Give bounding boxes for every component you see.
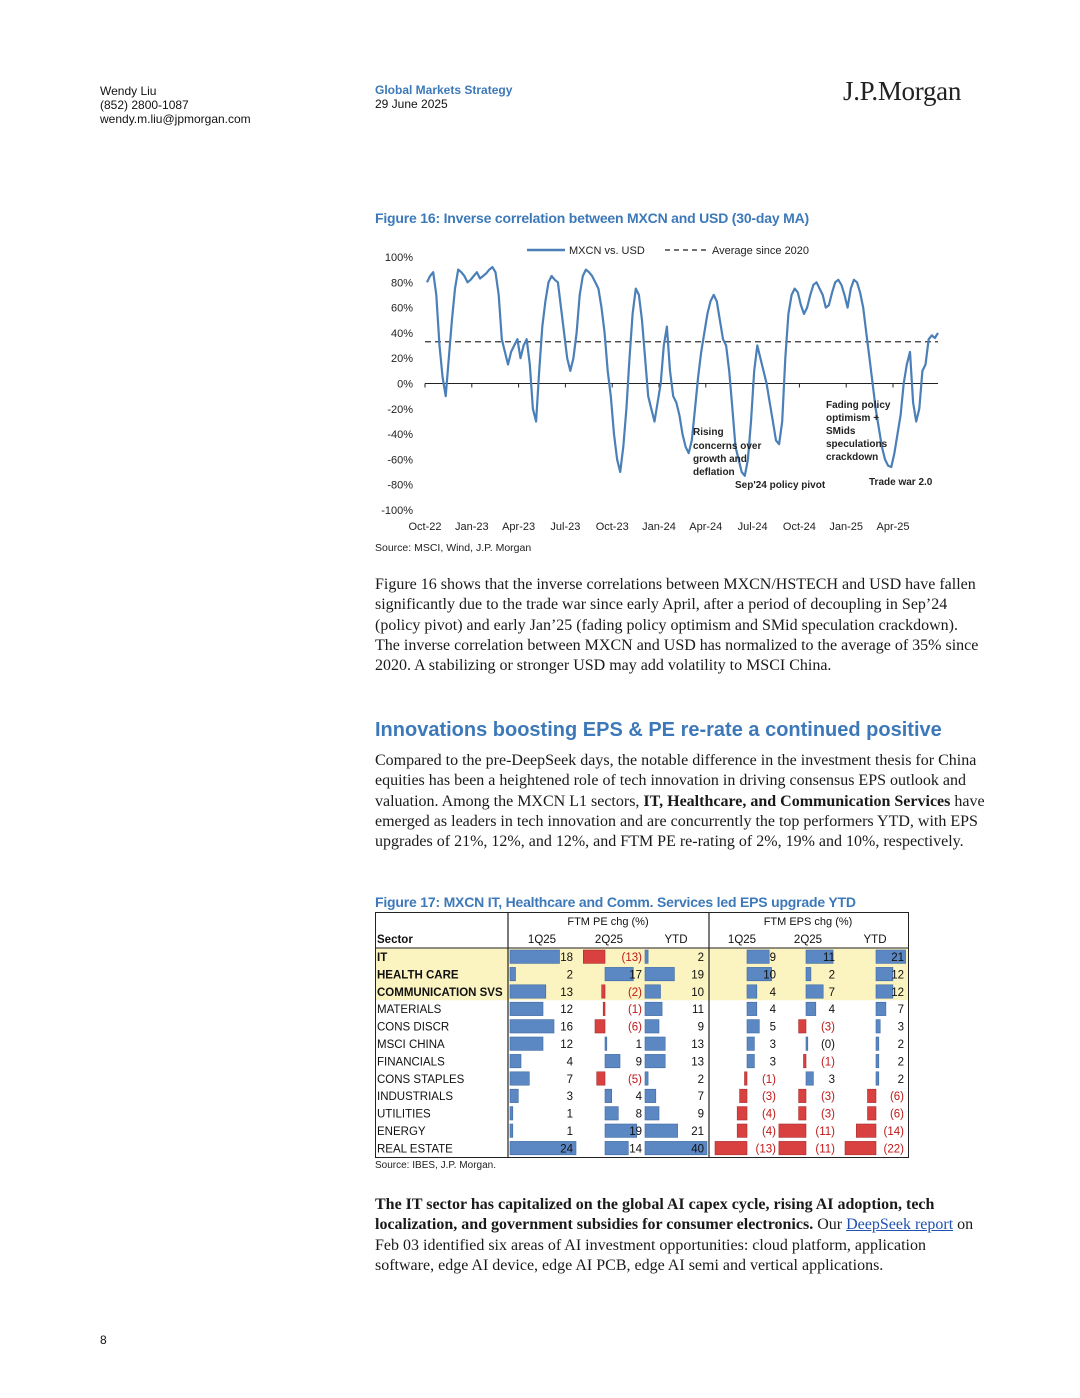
cell-value: (6) [889,1091,904,1104]
sector-label: MSCI CHINA [377,1039,445,1051]
data-bar [868,1089,877,1102]
table-row [377,1020,904,1034]
cell-value: 21 [891,952,904,964]
cell-value: 9 [769,952,776,964]
department-label: Global Markets Strategy [375,83,513,97]
data-bar [876,1002,886,1015]
cell-value: 17 [629,969,642,982]
cell-value: (3) [761,1091,776,1104]
data-bar [645,950,648,963]
data-bar [876,1037,879,1050]
data-bar [747,1002,757,1015]
table-row [377,1141,904,1155]
cell-value: 11 [823,952,835,964]
cell-value: 2 [897,1039,904,1051]
cell-value: (13) [755,1143,776,1156]
figure16-line-chart [375,232,945,537]
x-tick-label: Apr-25 [876,521,910,533]
sector-label: HEALTH CARE [377,969,459,982]
col-header-1q25: 1Q25 [727,934,757,946]
cell-value: 16 [560,1021,573,1034]
cell-value: 9 [635,1056,642,1069]
data-bar [605,1037,607,1050]
table-row [377,1002,904,1016]
data-bar [737,1107,747,1120]
cell-value: 4 [828,1004,835,1017]
author-name: Wendy Liu [100,84,157,98]
author-email: wendy.m.liu@jpmorgan.com [100,112,251,126]
sector-label: MATERIALS [377,1004,442,1017]
data-bar [510,1020,554,1033]
table-row [377,1037,904,1051]
x-tick-label: Jul-24 [737,521,768,533]
jpmorgan-logo: J.P.Morgan [843,76,962,106]
cell-value: 1 [566,1126,573,1138]
cell-value: 19 [691,969,704,982]
data-bar [605,1141,628,1154]
table-row [377,1089,904,1103]
cell-value: 14 [629,1143,642,1156]
x-tick-label: Jan-23 [454,521,489,533]
x-tick-label: Apr-24 [689,521,723,533]
data-bar [747,1020,759,1033]
data-bar [510,1124,513,1137]
cell-value: 24 [560,1143,573,1156]
cell-value: (3) [820,1108,835,1121]
figure16-paragraph: Figure 16 shows that the inverse correlations between MXCN/HSTECH and USD have fallen significantly due to the trade war since early April, after a period of decoupling in Sep’24 (policy pivot) and early Jan’25 (fading policy optimism and SMid speculation crackdown). The inverse correlation between MXCN and USD has normalized to the average of 35% since 2020. A stabilizing or stronger USD may add volatility to MSCI China. [375,576,979,675]
x-tick-label: Apr-23 [502,521,536,533]
table-row [377,1054,904,1068]
data-bar [597,1072,605,1085]
cell-value: 7 [566,1073,573,1086]
y-tick-label: -40% [387,429,413,442]
col-header-sector: Sector [377,934,413,946]
cell-value: 13 [691,1039,704,1051]
sector-label: INDUSTRIALS [377,1091,454,1104]
data-bar [747,985,757,998]
data-bar [799,1107,806,1120]
data-bar [510,1054,521,1067]
cell-value: 7 [697,1091,704,1104]
data-bar [605,1054,620,1067]
y-tick-label: 40% [390,327,413,340]
data-bar [856,1124,876,1137]
data-bar [806,1037,808,1050]
y-tick-label: 20% [390,353,413,366]
figure17-source: Source: IBES, J.P. Morgan. [375,1160,496,1171]
data-bar [715,1141,747,1154]
data-bar [645,1107,659,1120]
y-tick-label: 0% [397,378,413,391]
y-tick-label: -80% [387,479,413,492]
author-phone: (852) 2800-1087 [100,98,189,112]
cell-value: 13 [691,1056,704,1069]
data-bar [804,1054,807,1067]
cell-value: (4) [761,1108,776,1121]
group-label-eps: FTM EPS chg (%) [763,916,853,928]
legend-label-mxcn: MXCN vs. USD [569,245,645,257]
cell-value: (11) [815,1126,835,1138]
data-bar [510,985,546,998]
cell-value: 4 [769,1004,776,1017]
cell-value: 3 [897,1021,904,1034]
annotation-tradewar: Trade war 2.0 [869,477,933,488]
cell-value: 8 [635,1108,642,1121]
data-bar [779,1141,806,1154]
data-bar [876,1054,879,1067]
data-bar [806,967,811,980]
cell-value: 10 [763,969,776,982]
cell-value: 3 [566,1091,573,1104]
y-tick-label: -60% [387,454,413,467]
cell-value: 7 [897,1004,904,1017]
cell-value: 7 [828,986,835,999]
data-bar [645,967,674,980]
data-bar [645,985,661,998]
data-bar [806,1072,813,1085]
col-header-2q25: 2Q25 [793,934,823,946]
cell-value: 18 [560,952,573,964]
data-bar [510,1037,543,1050]
cell-value: 2 [566,969,573,982]
x-tick-label: Oct-24 [782,521,816,533]
report-date: 29 June 2025 [375,97,448,111]
section-bold-sectors: IT, Healthcare, and Communication Services [643,792,951,810]
cell-value: 4 [566,1056,573,1069]
section-paragraph: Compared to the pre-DeepSeek days, the notable difference in the investment thesis for China equities has been a heightened role of tech innovation in driving consensus EPS outlook and valuation. Among the MXCN L1 sectors, IT, Healthcare, and Communication Services have emerged as leaders in tech innovation and are concurrently the top performers YTD, with EPS upgrades of 21%, 12%, and 12%, and FTM PE re-rating of 2%, 19% and 10%, respectively. [375,752,985,851]
sector-label: FINANCIALS [377,1056,445,1069]
cell-value: (22) [883,1143,904,1156]
cell-value: 2 [897,1056,904,1069]
data-bar [799,1020,806,1033]
data-bar [510,1089,518,1102]
y-tick-label: -20% [387,403,413,416]
figure16-source: Source: MSCI, Wind, J.P. Morgan [375,542,532,554]
table-row [377,1124,904,1138]
data-bar [595,1020,605,1033]
cell-value: 1 [566,1108,573,1121]
cell-value: (5) [627,1073,642,1086]
cell-value: 5 [769,1021,776,1034]
figure17-table [375,912,912,1160]
data-bar [510,1002,543,1015]
data-bar [645,1089,656,1102]
cell-value: 2 [828,969,835,982]
report-meta [375,83,512,111]
cell-value: 11 [692,1004,704,1017]
data-bar [605,1089,612,1102]
data-bar [737,1124,747,1137]
cell-value: 21 [691,1126,704,1138]
col-header-ytd: YTD [863,934,887,946]
cell-value: (6) [627,1021,642,1034]
cell-value: 19 [629,1126,642,1138]
cell-value: (11) [815,1143,835,1156]
data-bar [645,1124,678,1137]
figure16-title: Figure 16: Inverse correlation between MXCN and USD (30-day MA) [375,210,809,226]
cell-value: 4 [635,1091,642,1104]
cell-value: (1) [627,1004,642,1017]
cell-value: (4) [761,1126,776,1138]
cell-value: 9 [697,1021,704,1034]
table-row [377,1072,904,1086]
sector-label: COMMUNICATION SVS [377,986,503,999]
cell-value: 12 [891,986,904,999]
data-bar [602,985,605,998]
sector-label: IT [377,952,388,964]
cell-value: (6) [889,1108,904,1121]
col-header-1q25: 1Q25 [527,934,557,946]
data-bar [510,1107,513,1120]
annotation-rising: Rising concerns over growth and deflation [693,427,762,478]
y-tick-label: -100% [381,505,413,517]
data-bar [806,985,823,998]
data-bar [510,950,560,963]
data-bar [799,1089,806,1102]
table-row [377,1107,904,1121]
figure17-title: Figure 17: MXCN IT, Healthcare and Comm. Services led EPS upgrade YTD [375,894,856,910]
cell-value: 40 [691,1143,704,1156]
sector-label: CONS DISCR [377,1021,450,1034]
x-tick-label: Jan-25 [829,521,864,533]
cell-value: 1 [635,1039,642,1051]
data-bar [645,1072,648,1085]
annotation-fading: Fading policy optimism + SMids speculations crackdown [826,400,891,463]
cell-value: 3 [828,1073,835,1086]
legend-label-average: Average since 2020 [712,245,810,257]
author-block [100,84,251,126]
sector-label: CONS STAPLES [377,1073,465,1086]
cell-value: (14) [883,1126,904,1138]
cell-value: (1) [820,1056,835,1069]
data-bar [645,1002,662,1015]
y-tick-label: 80% [390,277,413,290]
data-bar [510,1072,529,1085]
cell-value: 2 [697,952,704,964]
sector-label: ENERGY [377,1126,426,1138]
data-bar [806,1002,816,1015]
col-header-ytd: YTD [664,934,688,946]
data-bar [747,1037,754,1050]
section-heading: Innovations boosting EPS & PE re-rate a continued positive [375,719,942,741]
cell-value: (2) [627,986,642,999]
it-paragraph: The IT sector has capitalized on the global AI capex cycle, rising AI adoption, tech localization, and government subsidies for consumer electronics. Our DeepSeek report on Feb 03 identified six areas of AI investment opportunities: cloud platform, application software, edge AI device, edge AI PCB, edge AI semi and vertical applications. [375,1196,974,1274]
group-label-pe: FTM PE chg (%) [567,916,649,928]
cell-value: 2 [897,1073,904,1086]
y-tick-label: 100% [384,252,413,264]
deepseek-report-link[interactable]: DeepSeek report [846,1216,954,1234]
data-bar [845,1141,876,1154]
data-bar [645,1037,665,1050]
data-bar [876,1072,879,1085]
cell-value: 12 [560,1004,573,1017]
cell-value: (0) [820,1039,835,1051]
data-bar [876,1020,880,1033]
cell-value: 10 [691,986,704,999]
cell-value: 4 [769,986,776,999]
cell-value: 2 [697,1073,704,1086]
cell-value: 12 [891,969,904,982]
cell-value: 9 [697,1108,704,1121]
data-bar [605,1107,618,1120]
cell-value: 12 [560,1039,573,1051]
cell-value: (3) [820,1091,835,1104]
sector-label: UTILITIES [377,1108,431,1121]
data-bar [645,1054,665,1067]
page-number: 8 [100,1333,107,1347]
data-bar [603,1002,605,1015]
it-bold-lead: The IT sector has capitalized on the global AI capex cycle, rising AI adoption, tech localization, and government subsidies for consumer electronics. [375,1196,935,1234]
annotation-sep24: Sep'24 policy pivot [735,480,826,491]
cell-value: (13) [621,952,642,964]
sector-label: REAL ESTATE [377,1143,453,1156]
cell-value: 3 [769,1056,776,1069]
data-bar [645,1020,659,1033]
data-bar [745,1072,748,1085]
x-tick-label: Jul-23 [550,521,581,533]
cell-value: (3) [820,1021,835,1034]
x-tick-label: Oct-22 [408,521,442,533]
data-bar [747,1054,754,1067]
data-bar [583,950,605,963]
cell-value: (1) [761,1073,776,1086]
data-bar [779,1124,806,1137]
y-tick-label: 60% [390,302,413,315]
data-bar [510,967,516,980]
data-bar [740,1089,747,1102]
cell-value: 13 [560,986,573,999]
x-tick-label: Jan-24 [642,521,676,533]
col-header-2q25: 2Q25 [594,934,624,946]
x-tick-label: Oct-23 [595,521,629,533]
cell-value: 3 [769,1039,776,1051]
data-bar [868,1107,877,1120]
data-bar [747,950,769,963]
